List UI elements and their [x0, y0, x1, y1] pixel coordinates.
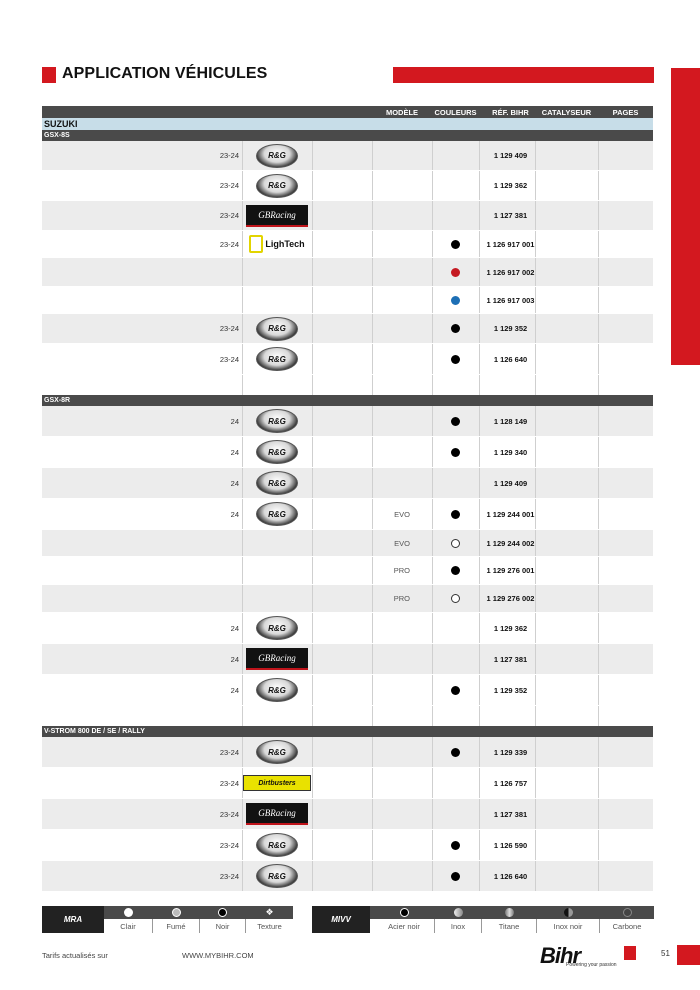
column-divider — [598, 830, 599, 860]
ref-cell: 1 129 244 002 — [486, 538, 535, 548]
title-marker — [42, 67, 56, 83]
column-divider — [598, 231, 599, 257]
bihr-logo: Bihr — [540, 943, 580, 968]
ref-cell: 1 129 362 — [493, 623, 528, 633]
table-row — [42, 861, 653, 892]
brand-logo-cell — [242, 171, 312, 200]
table-row — [42, 141, 653, 171]
year-cell: 24 — [230, 478, 239, 488]
column-divider — [312, 557, 313, 584]
column-divider — [312, 675, 313, 705]
column-divider — [312, 287, 313, 313]
modele-cell — [372, 171, 410, 200]
brand-logo-cell — [242, 737, 312, 767]
table-row — [42, 530, 653, 557]
clair-dot-icon — [124, 908, 133, 917]
section-spacer — [42, 375, 653, 395]
ref-cell: 1 129 409 — [493, 478, 528, 488]
brand-logo-cell — [242, 530, 312, 556]
year-cell: 23-24 — [219, 778, 239, 788]
column-divider — [479, 375, 480, 395]
column-divider — [535, 375, 536, 395]
column-divider — [312, 437, 313, 467]
color-cell — [432, 613, 479, 643]
column-divider — [598, 314, 599, 343]
column-divider — [372, 706, 373, 726]
color-dot-icon — [451, 324, 460, 333]
header-pages: PAGES — [612, 108, 639, 117]
header-couleurs: COULEURS — [434, 108, 477, 117]
table-row — [42, 201, 653, 231]
table-row — [42, 468, 653, 499]
table-row — [42, 644, 653, 675]
table-row — [42, 314, 653, 344]
table-row — [42, 737, 653, 768]
brand-logo-cell — [242, 499, 312, 529]
brand-logo-cell — [242, 231, 312, 257]
noir-dot-icon — [218, 908, 227, 917]
rg-logo: R&G — [256, 144, 298, 168]
year-cell: 23-24 — [219, 809, 239, 819]
modele-cell: PRO — [393, 566, 410, 575]
column-divider — [312, 585, 313, 612]
bihr-tagline: Powering your passion — [566, 962, 617, 968]
color-dot-icon — [451, 841, 460, 850]
column-divider — [312, 344, 313, 374]
brand-logo-cell — [242, 406, 312, 436]
ref-cell: 1 129 352 — [493, 324, 528, 333]
dirtbusters-logo: Dirtbusters — [243, 775, 311, 791]
titane-icon — [505, 908, 514, 917]
modele-cell: EVO — [394, 538, 410, 548]
brand-logo-cell — [242, 675, 312, 705]
column-divider — [598, 706, 599, 726]
year-cell: 24 — [230, 509, 239, 519]
color-dot-icon — [451, 872, 460, 881]
year-cell: 23-24 — [219, 151, 239, 160]
table-row — [42, 287, 653, 314]
column-divider — [312, 499, 313, 529]
year-cell: 23-24 — [219, 840, 239, 850]
color-cell — [432, 141, 479, 170]
ref-cell: 1 128 149 — [493, 416, 528, 426]
column-divider — [598, 201, 599, 230]
table-header — [42, 106, 653, 118]
column-divider — [432, 706, 433, 726]
year-cell: 24 — [230, 654, 239, 664]
column-divider — [312, 258, 313, 286]
modele-cell — [372, 344, 410, 374]
column-divider — [598, 287, 599, 313]
rg-logo: R&G — [256, 864, 298, 888]
rg-logo: R&G — [256, 347, 298, 371]
color-dot-icon — [451, 566, 460, 575]
ref-cell: 1 126 917 001 — [486, 239, 535, 249]
brand-logo-cell — [242, 258, 312, 286]
color-dot-icon — [451, 448, 460, 457]
column-divider — [598, 613, 599, 643]
modele-cell — [372, 406, 410, 436]
column-divider — [312, 530, 313, 556]
color-cell — [432, 231, 479, 257]
table-row — [42, 258, 653, 287]
brand-logo-cell — [242, 287, 312, 313]
column-divider — [598, 406, 599, 436]
column-divider — [312, 375, 313, 395]
header-catalyseur: CATALYSEUR — [541, 108, 592, 117]
year-cell — [42, 585, 239, 612]
year-cell — [42, 287, 239, 313]
modele-cell — [372, 437, 410, 467]
column-divider — [598, 799, 599, 829]
ref-cell: 1 127 381 — [493, 809, 528, 819]
table-row — [42, 799, 653, 830]
modele-cell — [372, 287, 410, 313]
color-cell — [432, 344, 479, 374]
footer-url-link[interactable]: WWW.MYBIHR.COM — [182, 951, 254, 960]
header-ref: RÉF. BIHR — [492, 108, 529, 117]
ref-cell: 1 129 409 — [493, 151, 528, 160]
column-divider — [598, 768, 599, 798]
color-cell — [432, 406, 479, 436]
year-cell: 23-24 — [219, 871, 239, 881]
color-cell — [432, 644, 479, 674]
brand-logo-cell — [242, 201, 312, 230]
color-cell — [432, 171, 479, 200]
column-divider — [598, 644, 599, 674]
inox-icon — [454, 908, 463, 917]
page-number: 51 — [661, 949, 670, 958]
gbracing-logo: GBRacing — [246, 648, 308, 670]
model-row: GSX-8S — [42, 130, 653, 141]
color-cell — [432, 258, 479, 286]
year-cell: 23-24 — [219, 324, 239, 333]
column-divider — [598, 861, 599, 891]
brand-logo-cell — [242, 141, 312, 170]
table-row — [42, 557, 653, 585]
table-row — [42, 499, 653, 530]
brand-logo-cell — [242, 768, 312, 798]
legend-noir: Noir — [200, 906, 245, 931]
gbracing-logo: GBRacing — [246, 205, 308, 227]
ref-cell: 1 127 381 — [493, 211, 528, 220]
ref-cell: 1 126 640 — [493, 871, 528, 881]
color-dot-icon — [451, 539, 460, 548]
column-divider — [598, 171, 599, 200]
brand-logo-cell — [242, 468, 312, 498]
side-section-tab — [671, 68, 700, 365]
brand-logo-cell — [242, 644, 312, 674]
column-divider — [598, 141, 599, 170]
modele-cell — [372, 231, 410, 257]
column-divider — [598, 437, 599, 467]
color-dot-icon — [451, 748, 460, 757]
year-cell — [42, 258, 239, 286]
application-table — [42, 106, 653, 892]
brand-logo-cell — [242, 344, 312, 374]
legend-finish — [42, 906, 293, 931]
color-dot-icon — [451, 417, 460, 426]
color-dot-icon — [451, 355, 460, 364]
section-spacer — [42, 706, 653, 726]
year-cell: 24 — [230, 685, 239, 695]
lightech-text: LighTech — [265, 239, 305, 249]
table-row — [42, 613, 653, 644]
ref-cell: 1 126 917 003 — [486, 295, 535, 305]
legend-exhaust — [312, 906, 654, 931]
ref-cell: 1 129 340 — [493, 447, 528, 457]
modele-cell: EVO — [394, 509, 410, 519]
column-divider — [312, 231, 313, 257]
ref-cell: 1 129 244 001 — [486, 509, 535, 519]
column-divider — [242, 375, 243, 395]
page-tab — [677, 945, 700, 965]
color-cell — [432, 201, 479, 230]
year-cell — [42, 557, 239, 584]
year-cell: 23-24 — [219, 181, 239, 190]
year-cell: 24 — [230, 447, 239, 457]
modele-cell — [372, 141, 410, 170]
column-divider — [312, 468, 313, 498]
column-divider — [312, 737, 313, 767]
column-divider — [479, 706, 480, 726]
legend-acier-noir: Acier noir — [374, 906, 434, 931]
rg-logo: R&G — [256, 317, 298, 341]
modele-cell — [372, 258, 410, 286]
modele-cell — [372, 644, 410, 674]
modele-cell — [372, 314, 410, 343]
rg-logo: R&G — [256, 616, 298, 640]
inox-noir-icon — [564, 908, 573, 917]
column-divider — [598, 530, 599, 556]
column-divider — [598, 737, 599, 767]
year-cell: 23-24 — [219, 211, 239, 220]
column-divider — [598, 344, 599, 374]
brand-logo-cell — [242, 830, 312, 860]
ref-cell: 1 129 276 002 — [486, 594, 535, 603]
column-divider — [312, 861, 313, 891]
column-divider — [312, 171, 313, 200]
color-dot-icon — [451, 510, 460, 519]
rg-logo: R&G — [256, 440, 298, 464]
legend-inox-noir: Inox noir — [537, 906, 599, 931]
column-divider — [372, 375, 373, 395]
color-cell — [432, 768, 479, 798]
mra-logo: MRA — [42, 906, 104, 933]
column-divider — [598, 375, 599, 395]
ref-cell: 1 129 362 — [493, 181, 528, 190]
modele-cell — [372, 675, 410, 705]
table-row — [42, 406, 653, 437]
color-cell — [432, 314, 479, 343]
brand-logo-cell — [242, 861, 312, 891]
table-sections — [42, 130, 653, 892]
color-cell — [432, 585, 479, 612]
legend-inox: Inox — [435, 906, 481, 931]
modele-cell — [372, 861, 410, 891]
modele-cell — [372, 737, 410, 767]
fume-dot-icon — [172, 908, 181, 917]
color-cell — [432, 799, 479, 829]
legend-texture: ❖ Texture — [246, 906, 293, 931]
column-divider — [598, 499, 599, 529]
brand-logo-cell — [242, 437, 312, 467]
table-row — [42, 585, 653, 613]
table-row — [42, 437, 653, 468]
rg-logo: R&G — [256, 409, 298, 433]
brand-logo-cell — [242, 314, 312, 343]
mivv-logo: MIVV — [312, 906, 370, 933]
legend-clair: Clair — [104, 906, 152, 931]
color-cell — [432, 437, 479, 467]
legend-fume: Fumé — [153, 906, 199, 931]
rg-logo: R&G — [256, 471, 298, 495]
rg-logo: R&G — [256, 174, 298, 198]
model-row: GSX-8R — [42, 395, 653, 406]
ref-cell: 1 126 757 — [493, 778, 528, 788]
gbracing-logo: GBRacing — [246, 803, 308, 825]
column-divider — [312, 314, 313, 343]
color-dot-icon — [451, 594, 460, 603]
model-row: V-STROM 800 DE / SE / RALLY — [42, 726, 653, 737]
column-divider — [535, 706, 536, 726]
column-divider — [312, 768, 313, 798]
brand-row: SUZUKI — [42, 118, 653, 130]
brand-logo-cell — [242, 585, 312, 612]
year-cell: 23-24 — [219, 747, 239, 757]
table-row — [42, 675, 653, 706]
color-cell — [432, 830, 479, 860]
color-cell — [432, 499, 479, 529]
brand-logo-cell — [242, 557, 312, 584]
color-dot-icon — [451, 296, 460, 305]
modele-cell — [372, 468, 410, 498]
column-divider — [598, 468, 599, 498]
column-divider — [312, 830, 313, 860]
color-dot-icon — [451, 268, 460, 277]
table-row — [42, 344, 653, 375]
brand-logo-cell — [242, 613, 312, 643]
column-divider — [598, 258, 599, 286]
ref-cell: 1 129 339 — [493, 747, 528, 757]
year-cell: 23-24 — [219, 354, 239, 364]
rg-logo: R&G — [256, 502, 298, 526]
year-cell: 24 — [230, 623, 239, 633]
color-dot-icon — [451, 686, 460, 695]
rg-logo: R&G — [256, 678, 298, 702]
legend-titane: Titane — [482, 906, 536, 931]
lightech-logo — [249, 235, 304, 253]
modele-cell — [372, 799, 410, 829]
column-divider — [312, 141, 313, 170]
column-divider — [312, 644, 313, 674]
column-divider — [312, 799, 313, 829]
table-row — [42, 830, 653, 861]
color-cell — [432, 737, 479, 767]
modele-cell — [372, 613, 410, 643]
color-cell — [432, 468, 479, 498]
color-cell — [432, 675, 479, 705]
year-cell: 24 — [230, 416, 239, 426]
column-divider — [432, 375, 433, 395]
table-row — [42, 171, 653, 201]
ref-cell: 1 126 640 — [493, 354, 528, 364]
column-divider — [598, 557, 599, 584]
header-modele: MODÈLE — [385, 108, 419, 117]
legend-carbone: Carbone — [600, 906, 654, 931]
color-cell — [432, 287, 479, 313]
column-divider — [598, 585, 599, 612]
title-red-bar — [393, 67, 654, 83]
color-dot-icon — [451, 240, 460, 249]
lightech-mark-icon — [249, 235, 263, 253]
color-cell — [432, 557, 479, 584]
ref-cell: 1 129 352 — [493, 685, 528, 695]
table-row — [42, 768, 653, 799]
ref-cell: 1 126 917 002 — [486, 267, 535, 277]
column-divider — [598, 675, 599, 705]
column-divider — [312, 613, 313, 643]
brand-logo-cell — [242, 799, 312, 829]
year-cell: 23-24 — [219, 239, 239, 249]
footer-text: Tarifs actualisés sur — [42, 951, 108, 960]
rg-logo: R&G — [256, 740, 298, 764]
color-cell — [432, 530, 479, 556]
texture-icon: ❖ — [265, 907, 274, 917]
modele-cell — [372, 201, 410, 230]
modele-cell: PRO — [393, 594, 410, 603]
bihr-logo-square — [624, 946, 636, 960]
ref-cell: 1 127 381 — [493, 654, 528, 664]
ref-cell: 1 129 276 001 — [486, 566, 535, 575]
rg-logo: R&G — [256, 833, 298, 857]
modele-cell — [372, 830, 410, 860]
table-row — [42, 231, 653, 258]
column-divider — [312, 706, 313, 726]
column-divider — [312, 201, 313, 230]
column-divider — [242, 706, 243, 726]
page-title: APPLICATION VÉHICULES — [62, 65, 268, 82]
color-cell — [432, 861, 479, 891]
acier-noir-icon — [400, 908, 409, 917]
carbone-icon — [623, 908, 632, 917]
year-cell — [42, 530, 239, 556]
column-divider — [312, 406, 313, 436]
ref-cell: 1 126 590 — [493, 840, 528, 850]
modele-cell — [372, 768, 410, 798]
